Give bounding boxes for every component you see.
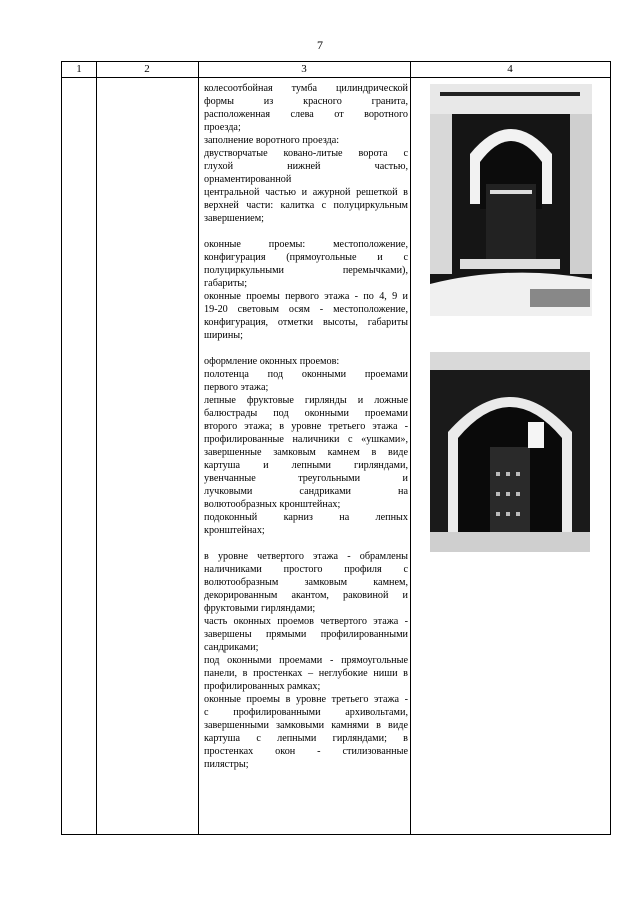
- text-line: оформление оконных проемов:: [204, 356, 340, 367]
- column-divider: [198, 62, 199, 834]
- column-divider: [96, 62, 97, 834]
- text-line: профилированных рамках;: [204, 681, 321, 692]
- text-line: под оконными проемами - прямоугольные: [204, 655, 408, 666]
- text-line: оконные проемы первого этажа - по 4, 9 и: [204, 291, 408, 302]
- text-line: второго этажа; в уровне третьего этажа -: [204, 421, 408, 432]
- text-line: полотенца под оконными проемами: [204, 369, 408, 380]
- text-line: проезда;: [204, 122, 241, 133]
- heritage-table: [61, 61, 611, 835]
- column-header-4: 4: [507, 63, 513, 75]
- text-line: расположенная слева от воротного: [204, 109, 408, 120]
- text-line: декорированным акантом, раковиной и: [204, 590, 408, 601]
- header-divider: [62, 77, 610, 78]
- text-line: оконные проемы: местоположение,: [204, 239, 408, 250]
- text-line: наличниками простого профиля с: [204, 564, 408, 575]
- column-header-2: 2: [144, 63, 150, 75]
- text-line: 19-20 световым осям - местоположение,: [204, 304, 408, 315]
- text-line: заполнение воротного проезда:: [204, 135, 340, 146]
- text-line: конфигурация, отметки высоты, габариты: [204, 317, 408, 328]
- text-line: картуша и лепными гирляндами,: [204, 460, 408, 471]
- gate-passage-photo: [430, 84, 592, 316]
- text-line: ширины;: [204, 330, 243, 341]
- text-line: увенчанные треугольными и: [204, 473, 408, 484]
- text-line: колесоотбойная тумба цилиндрической: [204, 83, 408, 94]
- text-line: первого этажа;: [204, 382, 269, 393]
- text-line: габариты;: [204, 278, 248, 289]
- text-line: глухой нижней частью,: [204, 161, 408, 172]
- text-line: центральной частью и ажурной решеткой в: [204, 187, 408, 198]
- description-text: [204, 82, 408, 771]
- text-line: завершением;: [204, 213, 264, 224]
- text-line: пилястры;: [204, 759, 249, 770]
- text-line: кронштейнах;: [204, 525, 265, 536]
- text-line: двустворчатые ковано-литые ворота с: [204, 148, 408, 159]
- text-line: формы из красного гранита,: [204, 96, 408, 107]
- text-line: часть оконных проемов четвертого этажа -: [204, 616, 408, 627]
- text-line: фруктовыми гирляндами;: [204, 603, 316, 614]
- blank-line: [204, 537, 408, 550]
- text-line: волютообразным замковым камнем,: [204, 577, 408, 588]
- text-line: сандриками;: [204, 642, 259, 653]
- text-line: орнаментированной: [204, 174, 292, 185]
- text-line: с профилированными архивольтами,: [204, 707, 408, 718]
- column-header-3: 3: [301, 63, 307, 75]
- blank-line: [204, 225, 408, 238]
- text-line: лепные фруктовые гирлянды и ложные: [204, 395, 408, 406]
- text-line: завершенные замковым камнем в виде: [204, 447, 408, 458]
- column-divider: [410, 62, 411, 834]
- text-line: верхней части: калитка с полуциркульным: [204, 200, 408, 211]
- page-number: 7: [317, 38, 323, 52]
- text-line: волютообразных кронштейнах;: [204, 499, 341, 510]
- text-line: завершены прямыми профилированными: [204, 629, 408, 640]
- text-line: подоконный карниз на лепных: [204, 512, 408, 523]
- text-line: лучковыми сандриками на: [204, 486, 408, 497]
- text-line: конфигурация (прямоугольные и с: [204, 252, 408, 263]
- gate-detail-photo: [430, 352, 590, 552]
- text-line: простенках окон - стилизованные: [204, 746, 408, 757]
- text-line: оконные проемы в уровне третьего этажа -: [204, 694, 408, 705]
- text-line: завершенными замковыми камнями в виде: [204, 720, 408, 731]
- text-line: в уровне четвертого этажа - обрамлены: [204, 551, 408, 562]
- text-line: профилированные наличники с «ушками»,: [204, 434, 408, 445]
- blank-line: [204, 342, 408, 355]
- text-line: балюстрады под оконными проемами: [204, 408, 408, 419]
- text-line: полуциркульными перемычками),: [204, 265, 408, 276]
- text-line: картуша с лепными гирляндами; в: [204, 733, 408, 744]
- column-header-1: 1: [76, 63, 82, 75]
- text-line: панели, в простенках – неглубокие ниши в: [204, 668, 408, 679]
